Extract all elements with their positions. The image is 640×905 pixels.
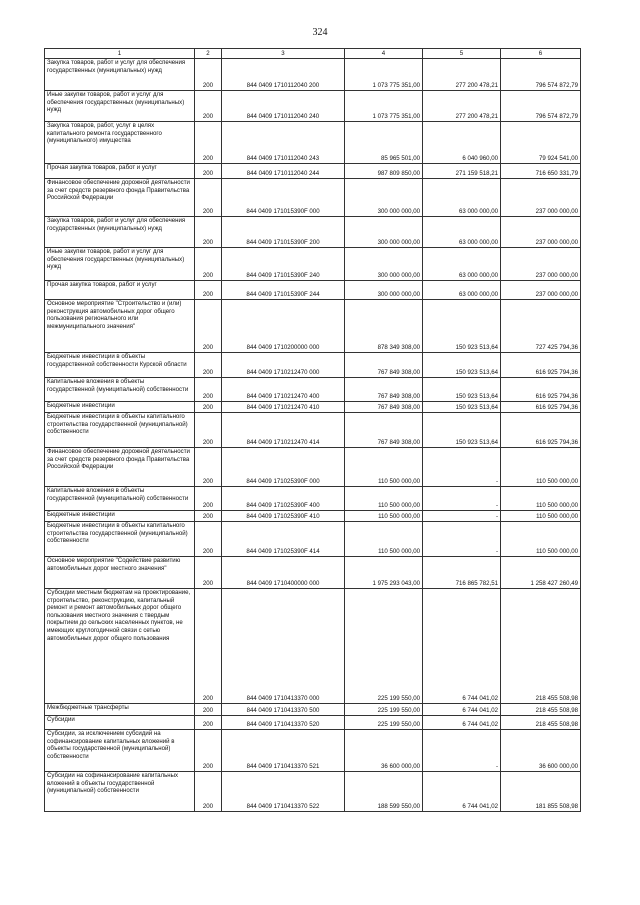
table-row (45, 589, 581, 704)
row-c3-cell: 844 0409 1710112040 200 (222, 59, 345, 91)
row-c6-cell: 237 000 000,00 (501, 248, 581, 281)
row-c6-cell: 110 500 000,00 (501, 522, 581, 557)
table-row (45, 59, 581, 91)
row-c2-cell: 200 (195, 487, 222, 511)
row-c4-cell: 300 000 000,00 (345, 281, 423, 300)
row-c3-cell: 844 0409 171015390F 240 (222, 248, 345, 281)
budget-table (44, 48, 581, 812)
row-c2-cell: 200 (195, 378, 222, 402)
row-name-cell: Прочая закупка товаров, работ и услуг (45, 281, 195, 300)
row-c4-cell: 110 500 000,00 (345, 511, 423, 522)
row-c2-cell: 200 (195, 511, 222, 522)
row-c2-cell: 200 (195, 164, 222, 179)
row-c5-cell: 150 923 513,64 (423, 353, 501, 378)
row-c2-cell: 200 (195, 59, 222, 91)
row-c6-cell: 616 925 794,36 (501, 353, 581, 378)
table-row (45, 281, 581, 300)
row-c4-cell: 767 849 308,00 (345, 402, 423, 413)
row-c5-cell: 63 000 000,00 (423, 179, 501, 217)
row-c2-cell: 200 (195, 557, 222, 589)
row-c3-cell: 844 0409 171015390F 244 (222, 281, 345, 300)
table-row (45, 378, 581, 402)
row-c3-cell: 844 0409 171015390F 200 (222, 217, 345, 248)
row-c6-cell: 237 000 000,00 (501, 281, 581, 300)
row-name-cell: Бюджетные инвестиции в объекты государственной собственности Курской области (45, 353, 195, 378)
row-c3-cell: 844 0409 1710400000 000 (222, 557, 345, 589)
table-row (45, 730, 581, 772)
table-row (45, 179, 581, 217)
row-c5-cell: 271 159 518,21 (423, 164, 501, 179)
row-c2-cell: 200 (195, 281, 222, 300)
row-c4-cell: 300 000 000,00 (345, 248, 423, 281)
row-c5-cell: 63 000 000,00 (423, 248, 501, 281)
row-c4-cell: 300 000 000,00 (345, 179, 423, 217)
row-c4-cell: 225 199 550,00 (345, 704, 423, 716)
row-c6-cell: 237 000 000,00 (501, 179, 581, 217)
row-c5-cell: 63 000 000,00 (423, 281, 501, 300)
row-c4-cell: 225 199 550,00 (345, 589, 423, 704)
table-row (45, 413, 581, 448)
row-c5-cell: 277 200 478,21 (423, 59, 501, 91)
table-row (45, 353, 581, 378)
row-c3-cell: 844 0409 1710413370 521 (222, 730, 345, 772)
table-row (45, 487, 581, 511)
row-c6-cell: 796 574 872,79 (501, 59, 581, 91)
table-row (45, 704, 581, 716)
column-header-3: 3 (222, 49, 345, 59)
row-c6-cell: 716 650 331,79 (501, 164, 581, 179)
row-c4-cell: 767 849 308,00 (345, 378, 423, 402)
row-name-cell: Бюджетные инвестиции (45, 402, 195, 413)
row-c5-cell: 150 923 513,64 (423, 378, 501, 402)
row-c5-cell: - (423, 511, 501, 522)
row-c2-cell: 200 (195, 448, 222, 487)
table-row (45, 772, 581, 812)
row-c4-cell: 110 500 000,00 (345, 522, 423, 557)
row-name-cell: Бюджетные инвестиции в объекты капитального строительства государственной (муниципальной) собственности (45, 413, 195, 448)
row-c4-cell: 85 965 501,00 (345, 122, 423, 164)
row-c4-cell: 188 599 550,00 (345, 772, 423, 812)
row-c3-cell: 844 0409 1710112040 240 (222, 91, 345, 122)
row-name-cell: Основное мероприятие "Содействие развитию автомобильных дорог местного значения" (45, 557, 195, 589)
table-row (45, 511, 581, 522)
row-c4-cell: 1 073 775 351,00 (345, 91, 423, 122)
row-name-cell: Субсидии, за исключением субсидий на софинансирование капитальных вложений в объекты государственной (муниципальной) собственности (45, 730, 195, 772)
row-c6-cell: 727 425 794,36 (501, 300, 581, 353)
row-c2-cell: 200 (195, 772, 222, 812)
row-c5-cell: 6 744 041,02 (423, 704, 501, 716)
row-c4-cell: 225 199 550,00 (345, 716, 423, 730)
row-c3-cell: 844 0409 1710212470 400 (222, 378, 345, 402)
row-c6-cell: 79 924 541,00 (501, 122, 581, 164)
row-name-cell: Бюджетные инвестиции (45, 511, 195, 522)
row-c3-cell: 844 0409 171025390F 400 (222, 487, 345, 511)
row-c3-cell: 844 0409 1710212470 410 (222, 402, 345, 413)
row-c4-cell: 36 600 000,00 (345, 730, 423, 772)
row-c2-cell: 200 (195, 122, 222, 164)
column-header-6: 6 (501, 49, 581, 59)
row-c2-cell: 200 (195, 353, 222, 378)
row-name-cell: Закупка товаров, работ и услуг для обеспечения государственных (муниципальных) нужд (45, 217, 195, 248)
row-name-cell: Основное мероприятие "Строительство и (или) реконструкция автомобильных дорог общего пользования регионального или межмуниципального значения" (45, 300, 195, 353)
row-name-cell: Иные закупки товаров, работ и услуг для обеспечения государственных (муниципальных) нужд (45, 91, 195, 122)
row-c3-cell: 844 0409 1710413370 520 (222, 716, 345, 730)
row-c5-cell: - (423, 522, 501, 557)
row-c6-cell: 218 455 508,98 (501, 704, 581, 716)
row-c5-cell: 6 744 041,02 (423, 589, 501, 704)
row-c3-cell: 844 0409 171025390F 410 (222, 511, 345, 522)
row-c3-cell: 844 0409 1710212470 414 (222, 413, 345, 448)
row-c2-cell: 200 (195, 248, 222, 281)
row-name-cell: Закупка товаров, работ, услуг в целях капитального ремонта государственного (муниципального) имущества (45, 122, 195, 164)
row-c5-cell: 150 923 513,64 (423, 300, 501, 353)
row-c2-cell: 200 (195, 300, 222, 353)
row-c6-cell: 616 925 794,36 (501, 413, 581, 448)
row-c4-cell: 110 500 000,00 (345, 448, 423, 487)
column-header-5: 5 (423, 49, 501, 59)
row-c3-cell: 844 0409 1710112040 243 (222, 122, 345, 164)
row-c2-cell: 200 (195, 91, 222, 122)
row-c6-cell: 616 925 794,36 (501, 402, 581, 413)
row-c2-cell: 200 (195, 730, 222, 772)
table-row (45, 91, 581, 122)
row-c4-cell: 767 849 308,00 (345, 413, 423, 448)
row-c6-cell: 796 574 872,79 (501, 91, 581, 122)
row-c3-cell: 844 0409 171025390F 414 (222, 522, 345, 557)
row-c2-cell: 200 (195, 716, 222, 730)
row-c6-cell: 1 258 427 260,49 (501, 557, 581, 589)
row-c4-cell: 987 809 850,00 (345, 164, 423, 179)
column-header-2: 2 (195, 49, 222, 59)
row-c5-cell: - (423, 448, 501, 487)
row-name-cell: Финансовое обеспечение дорожной деятельности за счет средств резервного фонда Правительства Российской Федерации (45, 448, 195, 487)
row-c5-cell: 277 200 478,21 (423, 91, 501, 122)
row-c2-cell: 200 (195, 402, 222, 413)
table-row (45, 716, 581, 730)
row-c5-cell: 63 000 000,00 (423, 217, 501, 248)
row-c4-cell: 1 073 775 351,00 (345, 59, 423, 91)
row-name-cell: Капитальные вложения в объекты государственной (муниципальной) собственности (45, 487, 195, 511)
table-row (45, 164, 581, 179)
row-c4-cell: 300 000 000,00 (345, 217, 423, 248)
row-c4-cell: 1 975 293 043,00 (345, 557, 423, 589)
row-c3-cell: 844 0409 171015390F 000 (222, 179, 345, 217)
row-c6-cell: 218 455 508,98 (501, 589, 581, 704)
row-c5-cell: - (423, 487, 501, 511)
row-c3-cell: 844 0409 171025390F 000 (222, 448, 345, 487)
table-row (45, 248, 581, 281)
row-c3-cell: 844 0409 1710413370 500 (222, 704, 345, 716)
row-name-cell: Капитальные вложения в объекты государственной (муниципальной) собственности (45, 378, 195, 402)
row-name-cell: Закупка товаров, работ и услуг для обеспечения государственных (муниципальных) нужд (45, 59, 195, 91)
row-c6-cell: 616 925 794,36 (501, 378, 581, 402)
row-c2-cell: 200 (195, 179, 222, 217)
row-c3-cell: 844 0409 1710112040 244 (222, 164, 345, 179)
row-name-cell: Субсидии (45, 716, 195, 730)
row-c2-cell: 200 (195, 589, 222, 704)
row-c2-cell: 200 (195, 704, 222, 716)
row-c3-cell: 844 0409 1710413370 522 (222, 772, 345, 812)
column-header-1: 1 (45, 49, 195, 59)
row-c4-cell: 110 500 000,00 (345, 487, 423, 511)
row-c4-cell: 767 849 308,00 (345, 353, 423, 378)
table-row (45, 522, 581, 557)
row-c4-cell: 878 349 308,00 (345, 300, 423, 353)
table-row (45, 300, 581, 353)
row-c6-cell: 237 000 000,00 (501, 217, 581, 248)
row-c6-cell: 181 855 508,98 (501, 772, 581, 812)
row-c2-cell: 200 (195, 413, 222, 448)
row-c5-cell: 6 744 041,02 (423, 716, 501, 730)
row-c5-cell: 150 923 513,64 (423, 413, 501, 448)
row-c2-cell: 200 (195, 522, 222, 557)
table-row (45, 402, 581, 413)
column-header-4: 4 (345, 49, 423, 59)
row-c3-cell: 844 0409 1710212470 000 (222, 353, 345, 378)
row-c3-cell: 844 0409 1710200000 000 (222, 300, 345, 353)
row-c6-cell: 110 500 000,00 (501, 487, 581, 511)
row-name-cell: Финансовое обеспечение дорожной деятельности за счет средств резервного фонда Правительства Российской Федерации (45, 179, 195, 217)
row-c6-cell: 110 500 000,00 (501, 448, 581, 487)
row-c2-cell: 200 (195, 217, 222, 248)
row-name-cell: Субсидии местным бюджетам на проектирование, строительство, реконструкцию, капитальный ремонт и ремонт автомобильных дорог общего пользования местного значения с твердым покрытием до сельских населенных пунктов, не имеющих круглогодичной связи с сетью автомобильных дорог общего пользования (45, 589, 195, 704)
row-c5-cell: 6 744 041,02 (423, 772, 501, 812)
header-row (45, 49, 581, 59)
table-row (45, 217, 581, 248)
row-name-cell: Межбюджетные трансферты (45, 704, 195, 716)
row-name-cell: Субсидии на софинансирование капитальных вложений в объекты государственной (муниципальной) собственности (45, 772, 195, 812)
row-c5-cell: - (423, 730, 501, 772)
page-number: 324 (312, 27, 328, 38)
row-name-cell: Бюджетные инвестиции в объекты капитального строительства государственной (муниципальной) собственности (45, 522, 195, 557)
row-c3-cell: 844 0409 1710413370 000 (222, 589, 345, 704)
row-name-cell: Иные закупки товаров, работ и услуг для обеспечения государственных (муниципальных) нужд (45, 248, 195, 281)
row-c6-cell: 218 455 508,98 (501, 716, 581, 730)
table-row (45, 557, 581, 589)
row-c6-cell: 110 500 000,00 (501, 511, 581, 522)
row-c5-cell: 150 923 513,64 (423, 402, 501, 413)
row-c5-cell: 716 865 782,51 (423, 557, 501, 589)
table-row (45, 448, 581, 487)
row-c6-cell: 36 600 000,00 (501, 730, 581, 772)
row-c5-cell: 6 040 960,00 (423, 122, 501, 164)
row-name-cell: Прочая закупка товаров, работ и услуг (45, 164, 195, 179)
table-row (45, 122, 581, 164)
